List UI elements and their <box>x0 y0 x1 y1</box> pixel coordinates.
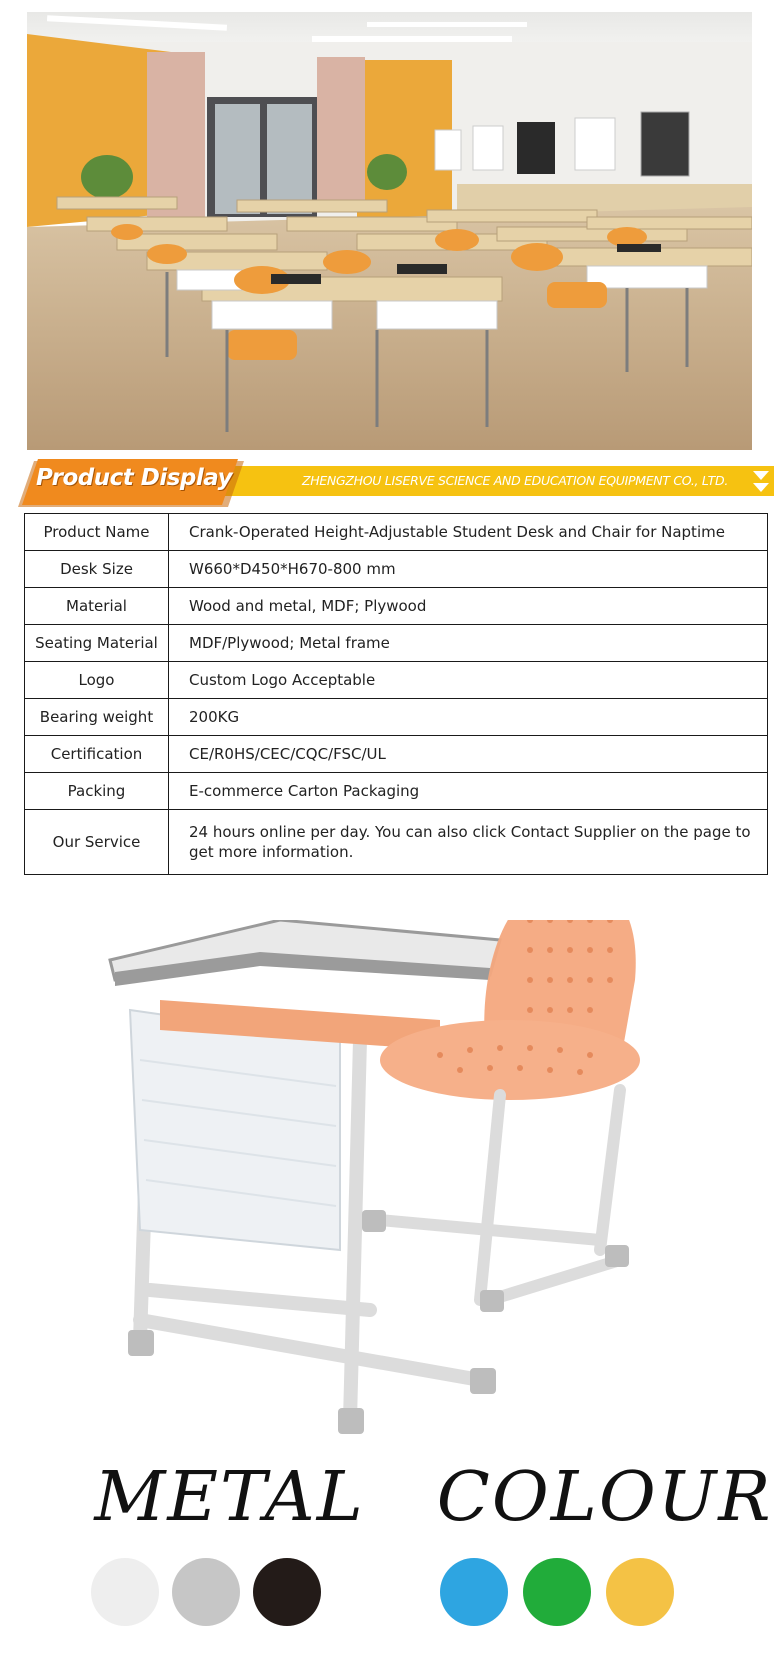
table-row <box>25 588 768 625</box>
spec-value: E-commerce Carton Packaging <box>169 773 768 810</box>
spec-value: Custom Logo Acceptable <box>169 662 768 699</box>
metal-swatch-white <box>91 1558 159 1626</box>
desk-and-chair-photo <box>100 920 700 1460</box>
spec-key: Bearing weight <box>25 699 169 736</box>
spec-value: 24 hours online per day. You can also click Contact Supplier on the page to get more information. <box>169 810 768 875</box>
table-row <box>25 736 768 773</box>
spec-key: Product Name <box>25 514 169 551</box>
metal-swatch-black <box>253 1558 321 1626</box>
spec-key: Certification <box>25 736 169 773</box>
spec-value: Wood and metal, MDF; Plywood <box>169 588 768 625</box>
banner-title: Product Display <box>36 465 233 491</box>
spec-table <box>24 513 768 875</box>
table-row <box>25 625 768 662</box>
colour-swatch-yellow <box>606 1558 674 1626</box>
table-row <box>25 810 768 875</box>
chevron-down-icon <box>752 469 770 495</box>
spec-value: W660*D450*H670-800 mm <box>169 551 768 588</box>
spec-key: Packing <box>25 773 169 810</box>
spec-key: Our Service <box>25 810 169 875</box>
spec-key: Seating Material <box>25 625 169 662</box>
table-row <box>25 662 768 699</box>
spec-value: CE/R0HS/CEC/CQC/FSC/UL <box>169 736 768 773</box>
table-row <box>25 773 768 810</box>
metal-swatch-grey <box>172 1558 240 1626</box>
spec-key: Logo <box>25 662 169 699</box>
classroom-photo <box>27 12 752 450</box>
table-row <box>25 514 768 551</box>
colour-swatch-blue <box>440 1558 508 1626</box>
spec-value: Crank-Operated Height-Adjustable Student Desk and Chair for Naptime <box>169 514 768 551</box>
company-name: ZHENGZHOU LISERVE SCIENCE AND EDUCATION EQUIPMENT CO., LTD. <box>301 473 728 488</box>
spec-key: Desk Size <box>25 551 169 588</box>
product-display-banner <box>18 459 774 505</box>
colour-heading: COLOUR <box>436 1458 773 1537</box>
table-row <box>25 699 768 736</box>
table-row <box>25 551 768 588</box>
spec-value: 200KG <box>169 699 768 736</box>
spec-value: MDF/Plywood; Metal frame <box>169 625 768 662</box>
colour-swatch-green <box>523 1558 591 1626</box>
spec-key: Material <box>25 588 169 625</box>
metal-heading: METAL <box>94 1458 365 1537</box>
